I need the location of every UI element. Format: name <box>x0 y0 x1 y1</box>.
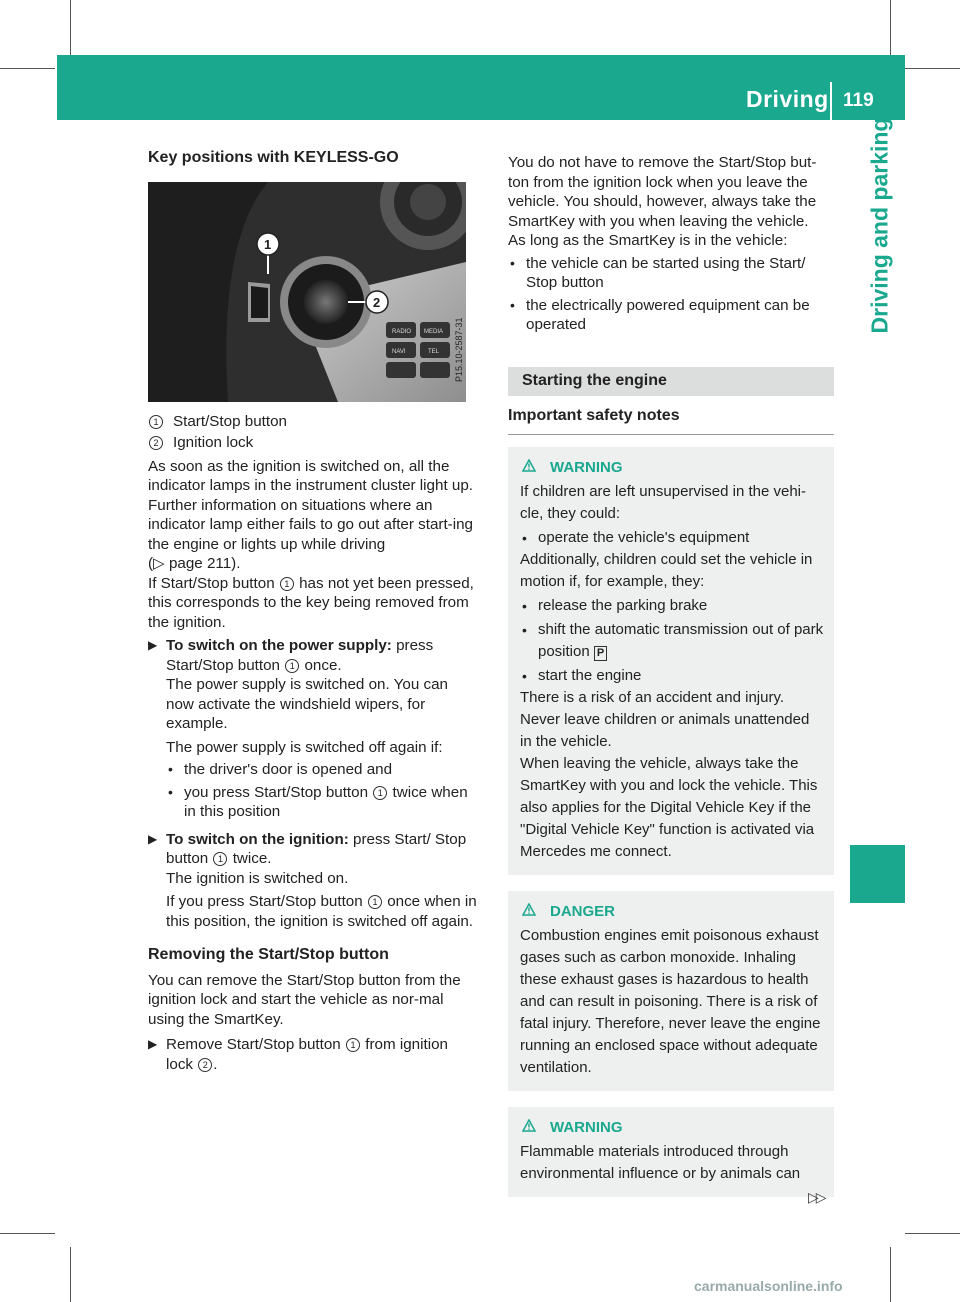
radio-label: RADIO <box>392 328 412 335</box>
left-column <box>148 148 478 1074</box>
step2-note <box>166 892 478 931</box>
bullet-text: the driver's door is opened and <box>184 761 393 778</box>
warning-title <box>520 457 824 479</box>
sub-paragraph: You can remove the Start/Stop button from the ignition lock and start the vehicle as nor-mal using the SmartKey. <box>148 971 461 1028</box>
ref-number: 1 <box>285 659 299 673</box>
para1-text: As soon as the ignition is switched on, all the indicator lamps in the instrument cluster light up. Further information on situations where an indicator lamp either fails to go out after start-ing the engine or lights up while driving <box>148 457 474 553</box>
bullet-item <box>520 665 824 687</box>
paragraph <box>148 457 478 574</box>
bullet-icon: • <box>168 761 173 777</box>
bullet-icon: • <box>510 254 515 271</box>
warning-triangle-icon <box>522 901 536 923</box>
legend-row <box>148 433 478 453</box>
para2-b: has not yet been pressed, this corresponds to the key being removed from the ignition. <box>148 574 474 631</box>
ref-number: 1 <box>280 577 294 591</box>
danger-p1: Combustion engines emit poisonous exhaust gases such as carbon monoxide. Inhaling these exhaust gases is hazardous to health and can result in poisoning. There is a risk of fatal injury. Therefore, never leave the engine running an enclosed space without adequate ventilation. <box>520 926 821 1076</box>
bullet-text: shift the automatic transmission out of park position <box>538 620 824 660</box>
divider <box>508 434 834 435</box>
intro-paragraph-2: As long as the SmartKey is in the vehicle: <box>508 232 788 249</box>
bullet-item <box>520 527 824 549</box>
step1-bold: To switch on the power supply: <box>166 637 392 654</box>
warning-p4: Never leave children or animals unattended in the vehicle. <box>520 710 810 750</box>
bullet-icon: • <box>522 621 527 638</box>
ref-number: 1 <box>213 852 227 866</box>
crop-mark <box>905 68 960 69</box>
legend-row <box>148 412 478 432</box>
step2-note-b: once when in this position, the ignition is switched off again. <box>166 893 477 930</box>
important-title: Important safety notes <box>508 407 680 424</box>
bullet-icon: • <box>510 296 515 313</box>
step2-note-a: If you press Start/Stop button <box>166 893 363 910</box>
step3-a: Remove Start/Stop button <box>166 1036 341 1053</box>
side-tab-label: Driving and parking <box>866 117 893 333</box>
arrow-icon: ▶ <box>148 1037 158 1051</box>
bullet-text-a: you press Start/Stop button <box>184 783 369 801</box>
danger-box <box>508 891 834 1091</box>
warning-box <box>508 447 834 875</box>
header-divider <box>830 82 832 120</box>
step1-a: press Start/Stop button <box>166 637 434 674</box>
ref-number: 2 <box>198 1058 212 1072</box>
step3-b: from ignition lock <box>166 1036 448 1073</box>
instruction-step <box>148 830 478 932</box>
step1-result: The power supply is switched on. You can now activate the windshield wipers, for example. <box>166 676 448 732</box>
ignition-illustration <box>148 182 466 402</box>
warning-triangle-icon <box>522 457 536 479</box>
arrow-icon: ▶ <box>148 638 158 652</box>
section-title: Key positions with KEYLESS-GO <box>148 149 399 166</box>
navi-label: NAVI <box>392 348 406 355</box>
section-band-title: Starting the engine <box>508 367 834 397</box>
warning-p5: When leaving the vehicle, always take the SmartKey with you and lock the vehicle. This also applies for the Digital Vehicle Key if the "Digital Vehicle Key" function is activated via Mercedes me connect. <box>520 754 818 860</box>
callout-1: 1 <box>264 236 272 252</box>
footer-watermark: carmanualsonline.info <box>694 1278 843 1294</box>
step2-a: press Start/ Stop button <box>166 830 467 867</box>
step2-result: The ignition is switched on. <box>166 869 349 887</box>
photo-code: P15.10-2587-31 <box>454 316 464 382</box>
step1-note: The power supply is switched off again if: <box>166 738 443 756</box>
crop-mark <box>0 1233 55 1234</box>
crop-mark <box>905 1233 960 1234</box>
warning-p3: There is a risk of an accident and injury. <box>520 688 785 706</box>
crop-mark <box>70 1247 71 1302</box>
bullet-text-b: twice when in this position <box>184 783 468 820</box>
callout-2: 2 <box>373 294 381 310</box>
warning-title-text-2: WARNING <box>550 1118 623 1136</box>
crop-mark <box>890 0 891 55</box>
ignition-photo <box>148 182 466 402</box>
warning-title-2 <box>520 1117 824 1139</box>
subsection-title: Removing the Start/Stop button <box>148 946 389 963</box>
warning2-p1: Flammable materials introduced through environmental influence or by animals can <box>520 1142 801 1182</box>
side-tab <box>855 117 905 333</box>
step1-b: once. <box>304 656 342 674</box>
page-reference-link[interactable]: (▷ page 211). <box>148 555 241 572</box>
step2-b: twice. <box>232 850 272 867</box>
legend-text-1: Start/Stop button <box>173 412 287 430</box>
crop-mark <box>0 68 55 69</box>
intro-paragraph: You do not have to remove the Start/Stop but-ton from the ignition lock when you leave the vehicle. You should, however, always take the SmartKey with you when leaving the vehicle. <box>508 154 817 230</box>
bullet-item <box>166 783 478 822</box>
bullet-text: start the engine <box>538 666 642 684</box>
bullet-text: the electrically powered equipment can be operated <box>526 296 810 333</box>
bullet-item <box>520 595 824 617</box>
warning-p1: If children are left unsupervised in the vehi-cle, they could: <box>520 482 806 522</box>
ref-number: 1 <box>368 895 382 909</box>
bullet-icon: • <box>522 597 527 614</box>
crop-mark <box>890 1247 891 1302</box>
continue-icon: ▷▷ <box>808 1189 824 1205</box>
bullet-text: the vehicle can be started using the Start/ Stop button <box>526 254 806 291</box>
page-number: 119 <box>843 90 874 111</box>
bullet-item <box>520 619 824 663</box>
side-block <box>850 845 905 903</box>
bullet-icon: • <box>168 783 173 800</box>
ref-number: 1 <box>373 786 387 800</box>
crop-mark <box>70 0 71 55</box>
danger-title-text: DANGER <box>550 902 616 920</box>
arrow-icon: ▶ <box>148 831 158 846</box>
legend-number-2: 2 <box>149 436 163 450</box>
tel-label: TEL <box>428 348 440 355</box>
warning-triangle-icon <box>522 1117 536 1139</box>
bullet-icon: • <box>522 529 527 546</box>
media-label: MEDIA <box>424 328 444 335</box>
para2-a: If Start/Stop button <box>148 574 275 592</box>
step3-c: . <box>213 1055 218 1073</box>
header-title: Driving <box>746 86 829 112</box>
bullet-item <box>508 254 834 293</box>
bullet-text: operate the vehicle's equipment <box>538 528 750 546</box>
legend-text-2: Ignition lock <box>173 434 254 451</box>
warning-title-text: WARNING <box>550 458 623 476</box>
warning-box-2 <box>508 1107 834 1197</box>
bullet-item <box>166 760 478 780</box>
warning-p2: Additionally, children could set the vehicle in motion if, for example, they: <box>520 550 813 590</box>
bullet-icon: • <box>522 667 527 684</box>
legend-number-1: 1 <box>149 415 163 429</box>
instruction-step <box>148 636 478 822</box>
park-symbol: P <box>594 646 607 661</box>
instruction-step <box>148 1035 478 1074</box>
ref-number: 1 <box>346 1038 360 1052</box>
bullet-text: release the parking brake <box>538 596 708 614</box>
right-column <box>508 153 834 1197</box>
danger-title <box>520 901 824 923</box>
bullet-item <box>508 296 834 335</box>
paragraph <box>148 574 478 633</box>
step2-bold: To switch on the ignition: <box>166 830 349 848</box>
